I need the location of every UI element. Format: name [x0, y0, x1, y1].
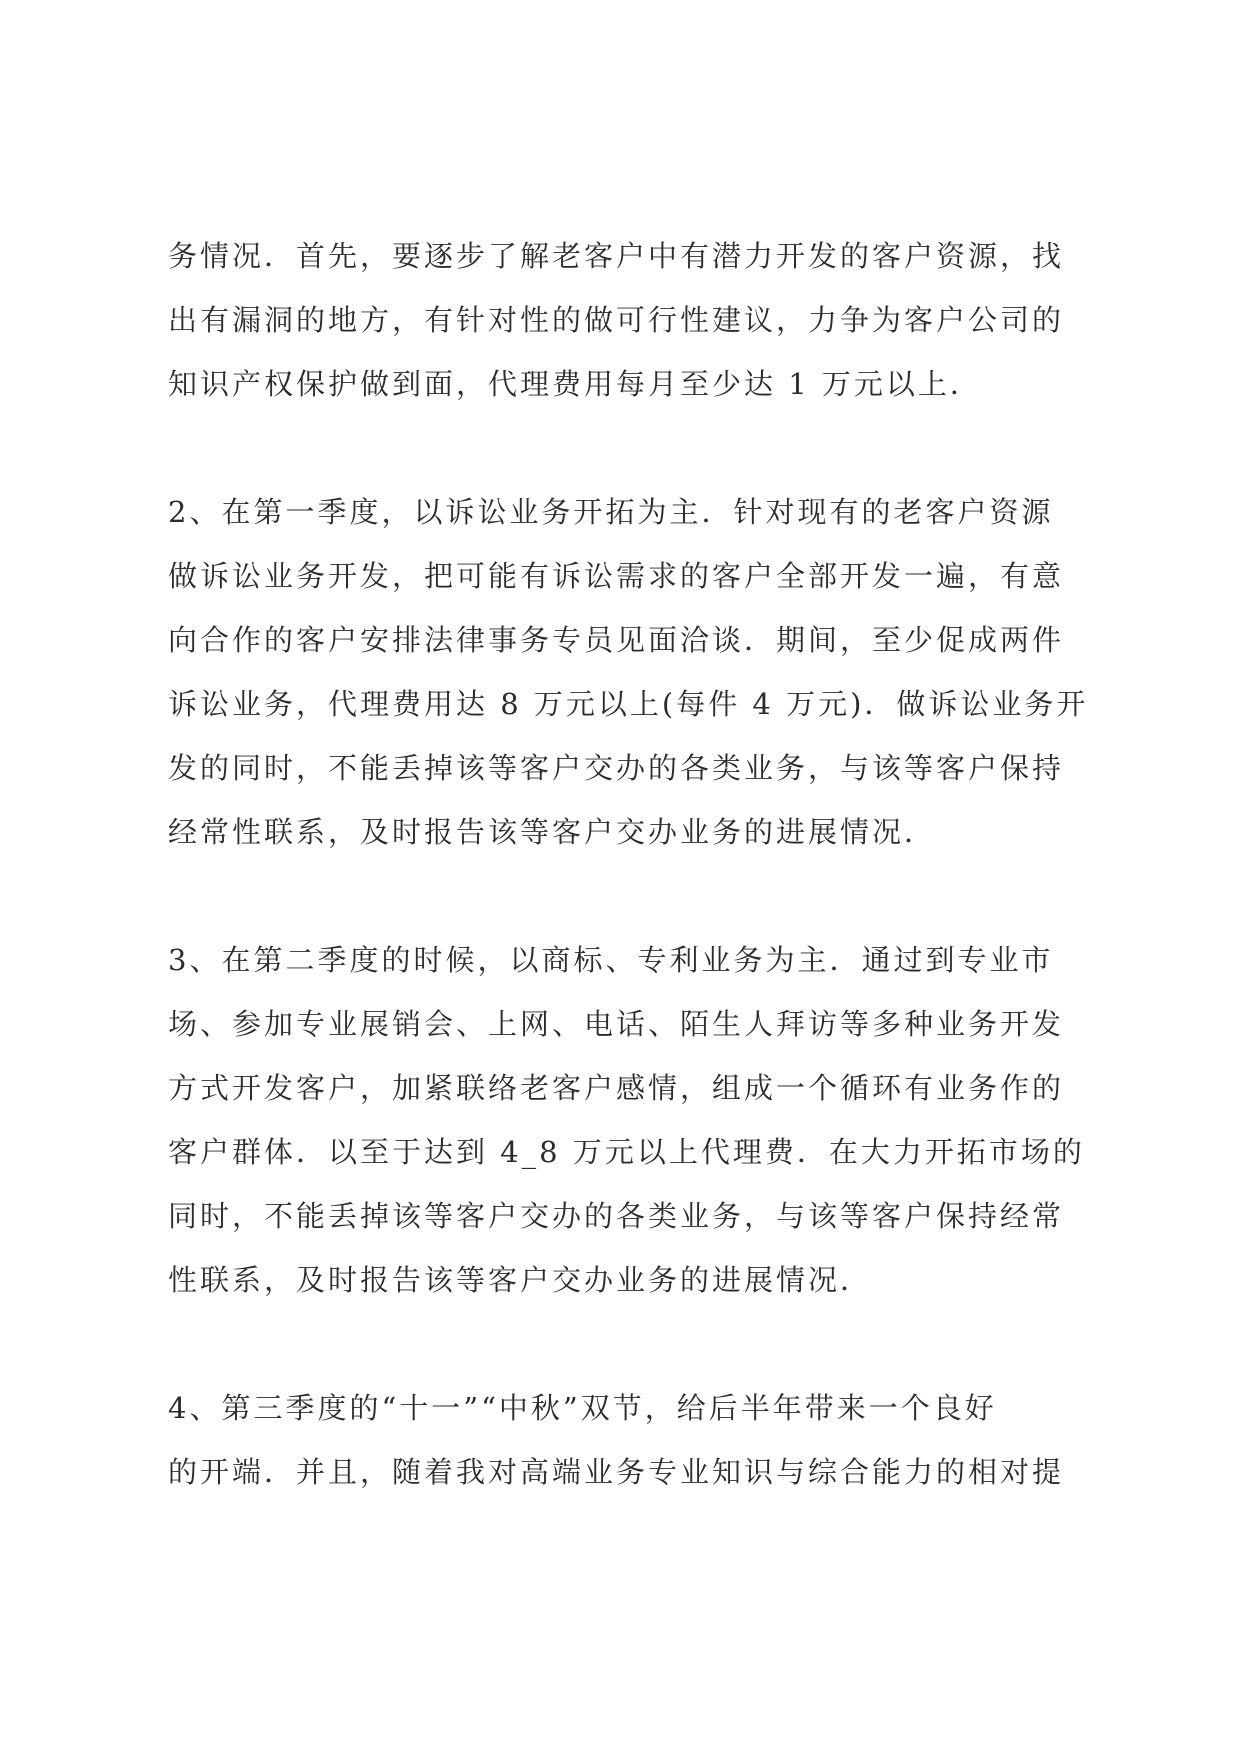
- text-line: 4、第三季度的“十一”“中秋”双节，给后半年带来一个良好: [168, 1391, 997, 1425]
- text-line: 客户群体．以至于达到 4_8 万元以上代理费．在大力开拓市场的: [168, 1135, 1085, 1169]
- text-line: 经常性联系，及时报告该等客户交办业务的进展情况．: [168, 815, 937, 849]
- paragraph-1: [168, 224, 1098, 416]
- paragraph-2: [168, 480, 1098, 864]
- text-line: 诉讼业务，代理费用达 8 万元以上(每件 4 万元)．做诉讼业务开: [168, 687, 1089, 721]
- text-line: 发的同时，不能丢掉该等客户交办的各类业务，与该等客户保持: [168, 751, 1065, 785]
- text-line: 方式开发客户，加紧联络老客户感情，组成一个循环有业务作的: [168, 1071, 1065, 1105]
- text-line: 的开端．并且，随着我对高端业务专业知识与综合能力的相对提: [168, 1455, 1065, 1489]
- text-line: 出有漏洞的地方，有针对性的做可行性建议，力争为客户公司的: [168, 303, 1065, 337]
- text-line: 务情况．首先，要逐步了解老客户中有潜力开发的客户资源，找: [168, 239, 1065, 273]
- text-line: 向合作的客户安排法律事务专员见面洽谈．期间，至少促成两件: [168, 623, 1065, 657]
- text-line: 同时，不能丢掉该等客户交办的各类业务，与该等客户保持经常: [168, 1199, 1065, 1233]
- paragraph-4: [168, 1376, 1098, 1504]
- text-line: 知识产权保护做到面，代理费用每月至少达 1 万元以上．: [168, 367, 982, 401]
- document-body: [168, 224, 1098, 1504]
- paragraph-3: [168, 928, 1098, 1312]
- text-line: 场、参加专业展销会、上网、电话、陌生人拜访等多种业务开发: [168, 1007, 1065, 1041]
- text-line: 2、在第一季度，以诉讼业务开拓为主．针对现有的老客户资源: [168, 495, 1054, 529]
- text-line: 性联系，及时报告该等客户交办业务的进展情况．: [168, 1263, 873, 1297]
- text-line: 3、在第二季度的时候，以商标、专利业务为主．通过到专业市: [168, 943, 1054, 977]
- text-line: 做诉讼业务开发，把可能有诉讼需求的客户全部开发一遍，有意: [168, 559, 1065, 593]
